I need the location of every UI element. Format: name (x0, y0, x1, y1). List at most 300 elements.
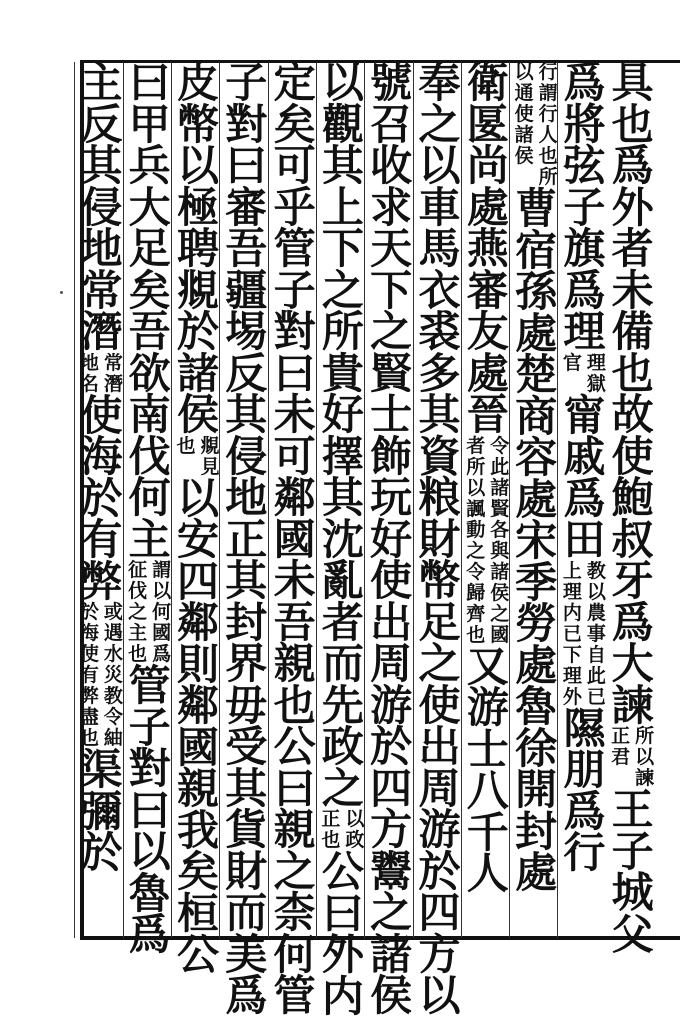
main-char: 使 (611, 431, 654, 481)
note-char: 歸 (466, 581, 486, 604)
note-char: 以 (514, 61, 534, 83)
main-char: 故 (611, 390, 654, 439)
main-char: 貴 (321, 348, 364, 398)
note-line (102, 602, 124, 749)
text-column (76, 58, 126, 938)
main-char: 車 (418, 182, 461, 232)
note-char: 理 (586, 351, 606, 374)
note-char: 理 (562, 580, 582, 603)
note-char: 盡 (79, 706, 99, 728)
note-line (634, 726, 656, 789)
main-char: 季 (515, 557, 558, 607)
main-char: 可 (273, 431, 316, 481)
note-char: 政 (345, 829, 365, 851)
main-char: 鄰 (176, 681, 219, 730)
main-char: 正 (225, 514, 268, 564)
main-char: 其 (225, 556, 268, 605)
main-char: 海 (80, 432, 123, 481)
note-char: 覜 (200, 434, 220, 457)
note-line (320, 809, 342, 851)
main-char: 叔 (611, 514, 654, 564)
main-char: 曰 (273, 348, 316, 398)
note-char: 動 (466, 518, 486, 541)
note-line (561, 561, 583, 708)
main-char: 諫 (611, 680, 654, 730)
note-char: 令 (103, 706, 123, 728)
main-char: 收 (370, 141, 413, 190)
main-char: 也 (273, 680, 316, 730)
main-char: 父 (611, 909, 654, 959)
main-char: 尚 (466, 141, 509, 190)
main-char: 對 (225, 99, 268, 149)
main-char: 匽 (466, 99, 509, 149)
note-char: 使 (514, 103, 534, 125)
note-char: 侯 (514, 145, 534, 167)
text-column (511, 62, 561, 938)
note-char: 也 (538, 145, 558, 167)
main-char: 矣 (176, 847, 219, 896)
main-char: 足 (418, 597, 461, 647)
note-char: 各 (490, 518, 510, 541)
note-char: 使 (79, 643, 99, 665)
note-char: 人 (538, 124, 558, 146)
main-char: 處 (466, 182, 509, 232)
main-char: 國 (176, 722, 219, 772)
main-char: 四 (176, 556, 219, 606)
main-char: 以 (418, 971, 461, 1020)
main-char: 方 (370, 805, 413, 854)
main-char: 柰 (273, 888, 316, 937)
note-char: 災 (103, 664, 123, 686)
main-char: 上 (321, 182, 364, 232)
note-char: 自 (586, 643, 606, 666)
note-char: 農 (586, 601, 606, 624)
main-char: 矣 (273, 99, 316, 149)
main-char: 出 (418, 722, 461, 771)
main-char: 其 (80, 141, 123, 190)
main-char: 游 (418, 805, 461, 854)
note-char: 或 (103, 601, 123, 623)
note-char: 遇 (103, 622, 123, 644)
main-char: 公 (273, 722, 316, 771)
main-char: 審 (225, 182, 268, 232)
main-char: 下 (321, 224, 364, 273)
main-char: 賢 (370, 348, 413, 398)
main-char: 安 (176, 515, 219, 564)
note-char: 征 (128, 559, 148, 581)
main-char: 於 (80, 473, 123, 523)
main-char: 甯 (563, 390, 606, 440)
note-line (489, 436, 511, 646)
note-char: 謂 (152, 559, 172, 581)
main-char: 天 (370, 224, 413, 273)
note-line (127, 560, 149, 665)
note-line (465, 436, 487, 646)
note-char: 令 (490, 434, 510, 457)
main-char: 召 (370, 99, 413, 149)
commentary-note (559, 353, 609, 395)
main-char: 之 (273, 846, 316, 896)
main-char: 於 (80, 828, 123, 877)
main-char: 八 (466, 766, 509, 815)
main-char: 公 (176, 930, 219, 979)
main-char: 容 (515, 433, 558, 482)
note-char: 潛 (103, 372, 123, 395)
note-char: 理 (562, 664, 582, 687)
note-char: 諸 (490, 476, 510, 499)
main-char: 而 (321, 639, 364, 688)
main-char: 處 (515, 474, 558, 524)
note-char: 事 (586, 622, 606, 645)
note-char: 獄 (586, 372, 606, 395)
main-char: 千 (466, 807, 509, 857)
main-char: 處 (466, 348, 509, 398)
note-char: 水 (103, 643, 123, 665)
main-char: 爲 (563, 58, 606, 107)
main-char: 子 (128, 702, 171, 752)
main-char: 又 (466, 641, 509, 691)
main-char: 爲 (563, 265, 606, 315)
note-char: 教 (586, 559, 606, 582)
main-char: 聘 (176, 224, 219, 273)
main-char: 國 (273, 514, 316, 564)
note-char: 謂 (538, 82, 558, 104)
main-char: 以 (418, 141, 461, 190)
note-char: 國 (152, 622, 172, 644)
note-line (585, 561, 607, 708)
text-column (608, 58, 658, 959)
main-char: 曹 (515, 184, 558, 233)
main-char: 親 (176, 764, 219, 813)
main-char: 朋 (563, 745, 606, 794)
main-char: 定 (273, 58, 316, 107)
main-char: 楚 (515, 350, 558, 399)
main-char: 管 (128, 661, 171, 710)
main-char: 弦 (563, 141, 606, 190)
note-char: 爲 (152, 643, 172, 665)
main-char: 好 (370, 514, 413, 564)
note-line (78, 353, 100, 395)
note-line (175, 436, 197, 478)
main-char: 開 (515, 765, 558, 814)
main-char: 於 (418, 846, 461, 896)
note-char: 名 (79, 372, 99, 395)
main-char: 也 (611, 99, 654, 149)
main-char: 擇 (321, 431, 364, 481)
main-char: 魯 (515, 682, 558, 731)
main-char: 其 (225, 390, 268, 439)
main-char: 内 (321, 971, 364, 1021)
main-char: 牙 (611, 556, 654, 605)
main-char: 侵 (225, 431, 268, 481)
main-char: 者 (611, 224, 654, 273)
note-char: 侯 (490, 581, 510, 604)
main-char: 疆 (225, 265, 268, 315)
main-char: 燕 (466, 224, 509, 273)
note-line (585, 353, 607, 395)
note-char: 海 (79, 622, 99, 644)
main-char: 外 (611, 182, 654, 232)
note-char: 諷 (466, 497, 486, 520)
text-column (318, 58, 368, 1021)
main-char: 爲 (611, 141, 654, 190)
main-char: 士 (370, 390, 413, 439)
main-char: 人 (466, 849, 509, 898)
main-char: 侵 (80, 182, 123, 232)
main-char: 處 (515, 848, 558, 897)
note-line (199, 436, 221, 478)
main-char: 受 (225, 722, 268, 771)
note-char: 上 (562, 559, 582, 582)
main-char: 彌 (80, 786, 123, 836)
main-char: 潛 (80, 307, 123, 356)
main-char: 以 (128, 827, 171, 876)
note-char: 者 (466, 434, 486, 457)
main-char: 地 (225, 473, 268, 522)
main-char: 處 (515, 308, 558, 358)
note-line (78, 602, 100, 749)
note-char: 諸 (490, 560, 510, 583)
main-char: 宿 (515, 225, 558, 275)
main-char: 未 (611, 265, 654, 315)
main-char: 者 (321, 597, 364, 647)
main-char: 弊 (80, 556, 123, 606)
main-char: 而 (225, 888, 268, 937)
main-char: 吾 (273, 597, 316, 647)
main-char: 爲 (611, 597, 654, 647)
main-char: 極 (176, 182, 219, 232)
main-char: 勞 (515, 599, 558, 648)
main-char: 欲 (128, 348, 171, 398)
main-char: 方 (418, 929, 461, 979)
note-char: 所 (538, 166, 558, 188)
main-char: 管 (273, 224, 316, 273)
main-char: 未 (273, 390, 316, 439)
note-char: 也 (79, 727, 99, 749)
main-char: 多 (418, 348, 461, 398)
main-char: 將 (563, 99, 606, 149)
main-char: 資 (418, 431, 461, 481)
commentary-note (608, 726, 658, 789)
main-char: 管 (273, 971, 316, 1020)
commentary-note (76, 602, 126, 749)
main-char: 埸 (225, 307, 268, 356)
note-char: 諫 (635, 767, 655, 789)
main-char: 田 (563, 515, 606, 564)
note-char: 令 (466, 560, 486, 583)
main-char: 之 (321, 763, 364, 813)
text-column (173, 58, 223, 979)
main-char: 以 (176, 141, 219, 190)
commentary-note (318, 809, 368, 851)
note-char: 外 (562, 685, 582, 708)
main-char: 亂 (321, 556, 364, 605)
main-char: 游 (370, 680, 413, 730)
main-char: 之 (370, 307, 413, 356)
main-char: 財 (225, 846, 268, 896)
main-char: 之 (370, 888, 413, 937)
main-char: 皮 (176, 58, 219, 107)
main-char: 爲 (563, 473, 606, 523)
note-char: 紬 (103, 727, 123, 749)
main-char: 子 (563, 182, 606, 232)
note-char: 之 (466, 539, 486, 562)
main-char: 友 (466, 307, 509, 356)
note-line (537, 62, 559, 188)
main-char: 晉 (466, 390, 509, 439)
main-char: 具 (611, 58, 654, 107)
note-char: 下 (562, 643, 582, 666)
text-column (463, 58, 513, 938)
main-char: 可 (273, 141, 316, 190)
main-char: 常 (80, 265, 123, 315)
main-char: 處 (515, 640, 558, 690)
note-line (561, 353, 583, 395)
main-char: 戚 (563, 432, 606, 481)
text-column (125, 58, 175, 959)
note-char: 所 (466, 455, 486, 478)
note-char: 行 (538, 103, 558, 125)
main-char: 之 (321, 265, 364, 315)
main-char: 所 (321, 307, 364, 356)
main-char: 曰 (128, 785, 171, 835)
main-char: 其 (321, 141, 364, 190)
main-char: 曰 (273, 763, 316, 813)
main-char: 號 (370, 58, 413, 107)
note-char: 於 (79, 601, 99, 623)
main-char: 飾 (370, 431, 413, 481)
note-char: 此 (586, 664, 606, 687)
main-char: 沈 (321, 514, 364, 564)
main-char: 侯 (176, 390, 219, 439)
note-char: 有 (79, 664, 99, 686)
main-char: 界 (225, 639, 268, 688)
main-char: 以 (176, 473, 219, 523)
main-char: 爲 (128, 910, 171, 959)
note-char: 也 (321, 829, 341, 851)
main-char: 親 (273, 805, 316, 854)
main-char: 對 (273, 307, 316, 356)
note-char: 已 (586, 685, 606, 708)
main-char: 何 (273, 929, 316, 979)
main-char: 鄰 (176, 598, 219, 647)
main-char: 於 (370, 722, 413, 771)
main-char: 觀 (321, 99, 364, 149)
main-char: 以 (321, 58, 364, 107)
text-column (559, 58, 609, 938)
main-char: 使 (418, 680, 461, 730)
note-char: 通 (514, 82, 534, 104)
main-char: 甲 (128, 99, 171, 149)
main-char: 出 (370, 597, 413, 647)
main-char: 使 (370, 556, 413, 605)
main-char: 行 (563, 828, 606, 877)
main-char: 好 (321, 390, 364, 439)
main-char: 主 (80, 58, 123, 107)
main-char: 其 (321, 473, 364, 522)
main-char: 備 (611, 307, 654, 356)
note-char: 常 (103, 351, 123, 374)
main-char: 子 (611, 826, 654, 876)
main-char: 孫 (515, 267, 558, 316)
main-char: 宋 (515, 516, 558, 565)
main-char: 政 (321, 722, 364, 771)
main-char: 主 (128, 514, 171, 564)
note-char: 以 (152, 580, 172, 602)
main-char: 侯 (370, 971, 413, 1020)
main-char: 南 (128, 390, 171, 439)
main-char: 毋 (225, 680, 268, 730)
main-char: 鮑 (611, 473, 654, 522)
main-char: 先 (321, 680, 364, 730)
main-char: 吾 (128, 307, 171, 356)
note-char: 正 (321, 808, 341, 830)
main-char: 桓 (176, 888, 219, 938)
main-char: 四 (418, 888, 461, 937)
main-char: 也 (611, 348, 654, 398)
note-char: 伐 (128, 580, 148, 602)
main-char: 理 (563, 307, 606, 356)
main-char: 美 (225, 929, 268, 979)
note-char: 以 (466, 476, 486, 499)
note-char: 弊 (79, 685, 99, 707)
text-column (270, 58, 320, 1020)
main-char: 旗 (563, 224, 606, 273)
note-char: 官 (562, 351, 582, 374)
note-char: 已 (562, 622, 582, 645)
note-line (151, 560, 173, 665)
note-char: 何 (152, 601, 172, 623)
main-char: 足 (128, 224, 171, 273)
main-char: 爲 (225, 971, 268, 1020)
main-char: 商 (515, 391, 558, 441)
main-char: 王 (611, 785, 654, 834)
text-column (221, 58, 271, 1020)
note-char: 君 (611, 746, 631, 768)
commentary-note (511, 62, 561, 188)
main-char: 外 (321, 930, 364, 979)
main-char: 審 (466, 265, 509, 315)
note-char: 以 (345, 808, 365, 830)
main-char: 徐 (515, 723, 558, 773)
main-char: 周 (418, 763, 461, 813)
main-char: 四 (370, 763, 413, 813)
commentary-note (125, 560, 175, 665)
main-char: 渠 (80, 745, 123, 794)
main-char: 曰 (225, 141, 268, 190)
main-char: 粮 (418, 473, 461, 522)
main-char: 爲 (563, 786, 606, 836)
main-char: 何 (128, 473, 171, 522)
note-char: 國 (490, 623, 510, 646)
note-char: 以 (586, 580, 606, 603)
note-char: 内 (562, 601, 582, 624)
note-char: 地 (79, 351, 99, 374)
main-char: 對 (128, 744, 171, 793)
main-char: 衛 (466, 58, 509, 107)
commentary-note (463, 436, 513, 646)
main-char: 曰 (128, 58, 171, 107)
main-char: 封 (225, 597, 268, 647)
main-char: 貨 (225, 805, 268, 854)
main-char: 大 (611, 639, 654, 688)
main-char: 求 (370, 182, 413, 232)
note-char: 也 (176, 434, 196, 457)
main-char: 使 (80, 390, 123, 440)
main-char: 於 (176, 307, 219, 356)
main-char: 未 (273, 556, 316, 605)
main-char: 親 (273, 639, 316, 688)
